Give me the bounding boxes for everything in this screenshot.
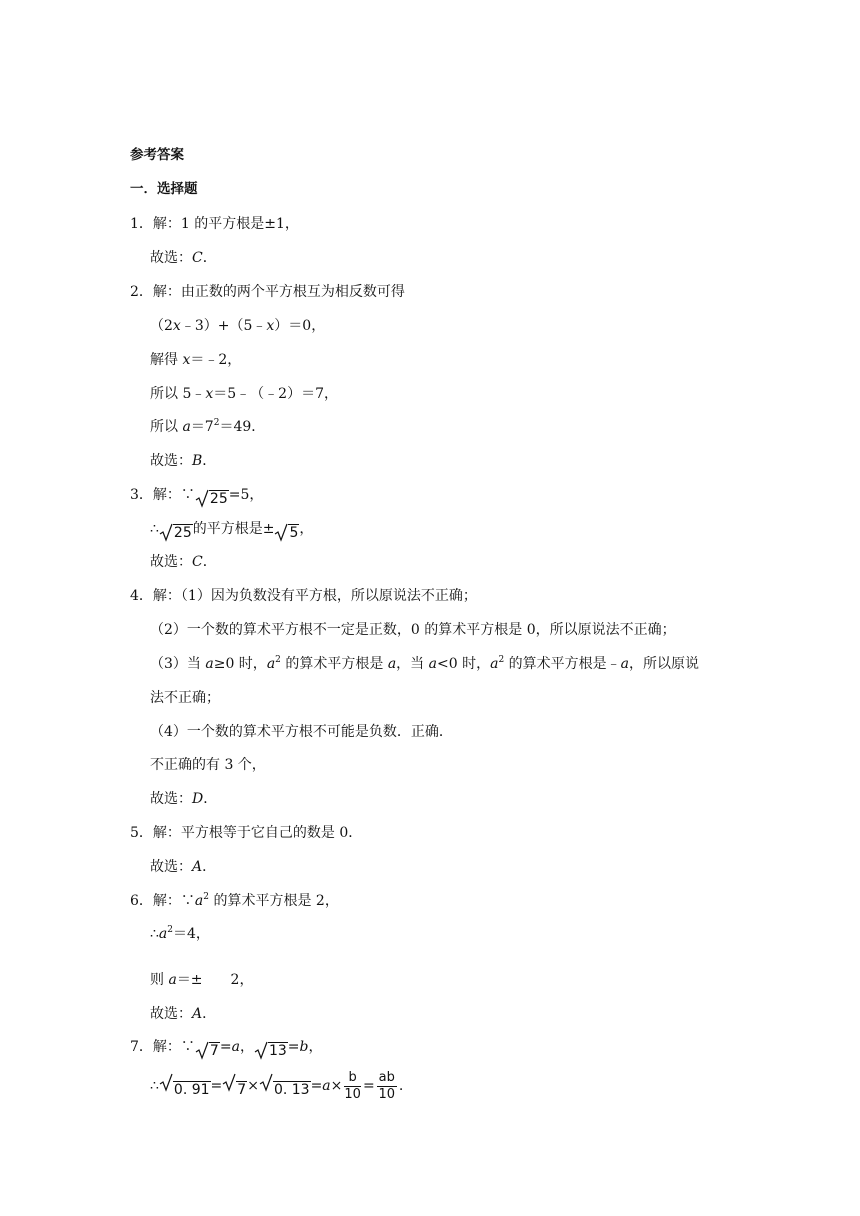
fraction-ab-over-10: $\frac{ab}{10}$	[378, 1069, 396, 1102]
q6-line-1: 6．解：$\because a^2$ 的算术平方根是 2，	[130, 892, 339, 909]
q3-line-1: 3．解：∵ 25=5，	[130, 487, 264, 507]
q2-line-2: （2x﹣3）+（5﹣x）＝0，	[150, 318, 326, 334]
sqrt-13-radical: 13	[254, 1040, 288, 1060]
q3-line-2: ∴ 25的平方根是± 5，	[150, 521, 314, 541]
q2-line-5: 所以 $a=7^2=49$．	[150, 418, 266, 435]
q4-line-4: 法不正确；	[150, 690, 220, 706]
sqrt-5-radical: 5	[274, 522, 299, 542]
sqrt-0.13-radical: 0. 13	[259, 1072, 311, 1092]
q7-line-1: 7．解：∵ 7=a， 13=b，	[130, 1039, 323, 1059]
q7-line-2: ∴ 0. 91= 7× 0. 13=a× $\frac{b}{10}$ = $\frac{ab}{10}$ .	[150, 1069, 404, 1102]
q2-line-3: 解得 x＝﹣2，	[150, 352, 242, 368]
sqrt-7-radical: 7	[222, 1072, 247, 1092]
q4-line-1: 4．解：（1）因为负数没有平方根，所以原说法不正确；	[130, 588, 477, 604]
q1-line-1: 1．解：1 的平方根是±1，	[130, 216, 299, 232]
q3-choice: 故选：C．	[150, 554, 217, 570]
q6-choice: 故选：A．	[150, 1006, 217, 1022]
q4-line-3: （3）当 a≥0 时，$a^2$ 的算术平方根是 a，当 a<0 时，$a^2$ 的算术平方根是﹣a，所以原说	[150, 655, 699, 672]
q6-line-2: $\therefore a^2=4$，	[150, 925, 210, 942]
q5-choice: 故选：A．	[150, 859, 217, 875]
q2-choice: 故选：B．	[150, 453, 217, 469]
q4-choice: 故选：D．	[150, 791, 218, 807]
q4-line-5: （4）一个数的算术平方根不可能是负数．正确．	[150, 724, 453, 740]
sqrt-0.91-radical: 0. 91	[159, 1072, 211, 1092]
q5-line-1: 5．解：平方根等于它自己的数是 0．	[130, 825, 363, 841]
q4-line-6: 不正确的有 3 个，	[150, 757, 266, 773]
q4-line-2: （2）一个数的算术平方根不一定是正数，0 的算术平方根是 0，所以原说法不正确；	[150, 622, 676, 638]
q2-line-1: 2．解：由正数的两个平方根互为相反数可得	[130, 284, 405, 300]
q1-choice: 故选：C．	[150, 250, 217, 266]
sqrt-7-radical: 7	[195, 1040, 220, 1060]
page-heading: 参考答案	[130, 147, 184, 163]
q2-line-4: 所以 5﹣x＝5﹣（﹣2）＝7，	[150, 386, 338, 402]
sqrt-25-radical: 25	[159, 522, 193, 542]
section-title: 一．选择题	[130, 181, 198, 197]
fraction-b-over-10: $\frac{b}{10}$	[344, 1069, 361, 1102]
q6-line-3: 则 a＝± 2，	[150, 972, 254, 988]
sqrt-25-radical: 25	[195, 488, 229, 508]
